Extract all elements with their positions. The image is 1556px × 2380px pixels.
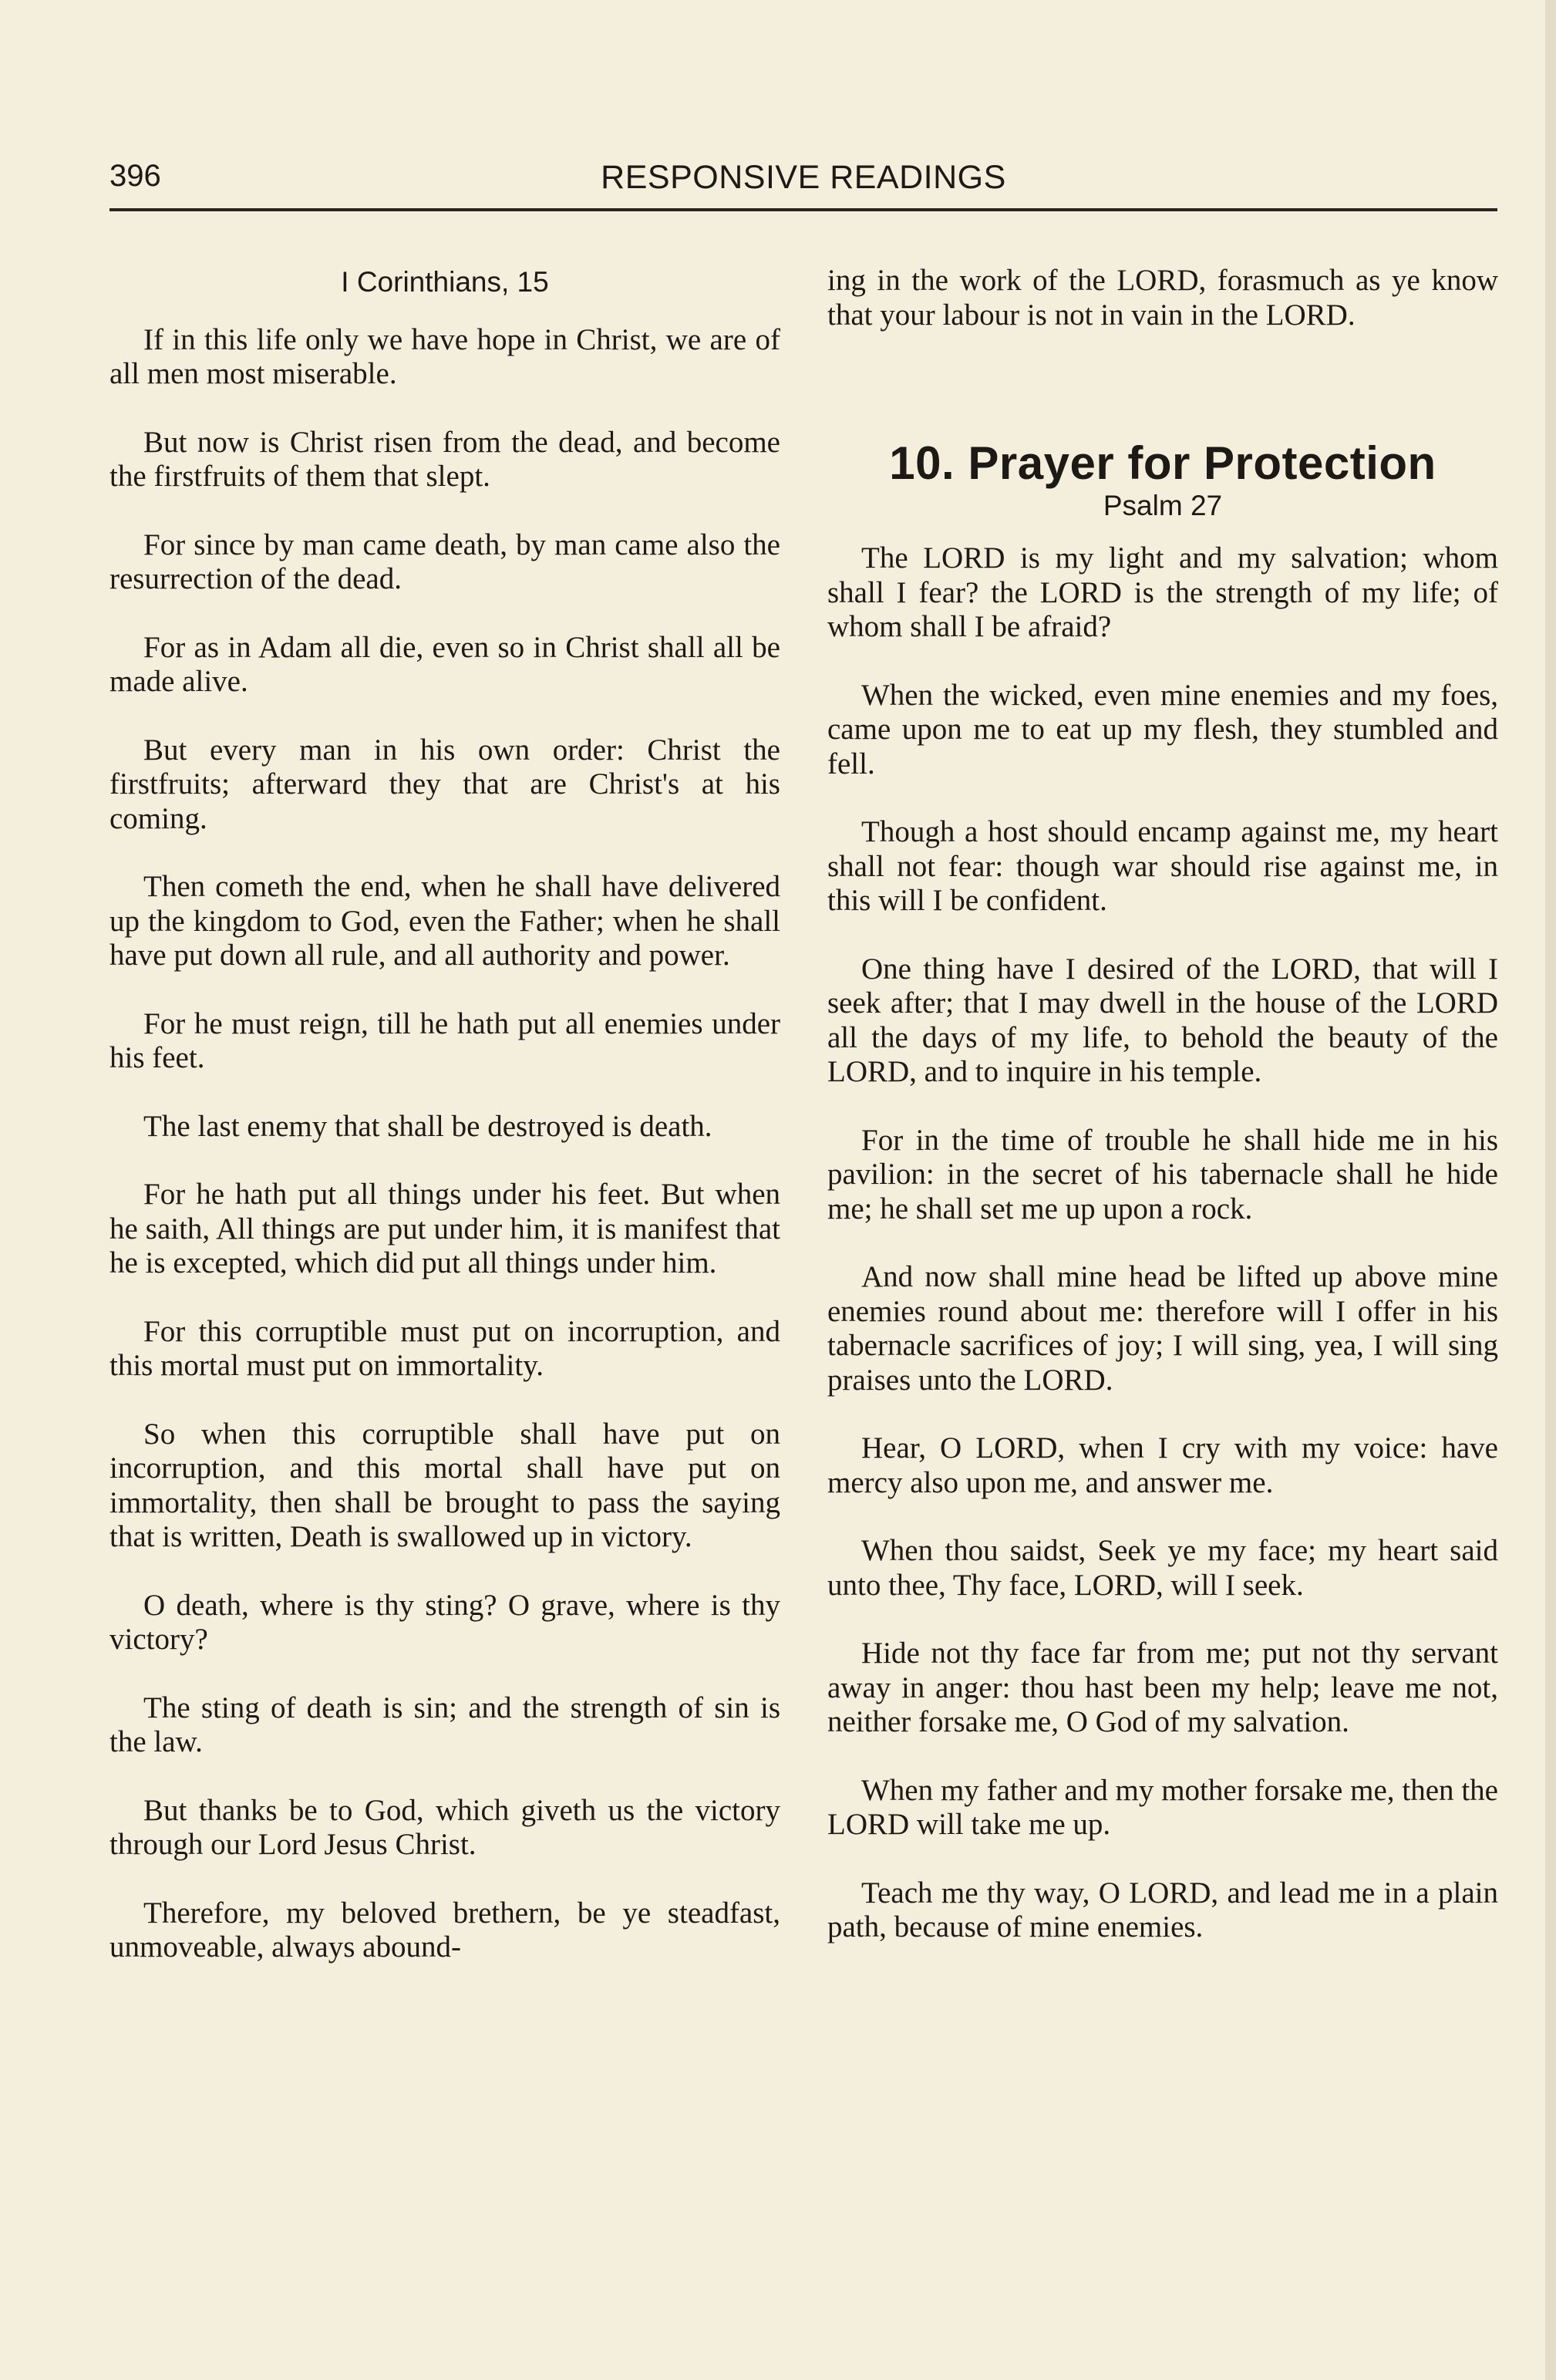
page-edge	[1545, 0, 1556, 2380]
verse: For in the time of trouble he shall hide me in his pavilion: in the secret of his tabernacle shall he hide me; he shall set me up upon a rock.	[827, 1123, 1498, 1225]
page-header	[109, 151, 1497, 201]
verse: But every man in his own order: Christ the firstfruits; afterward they that are Christ's at his coming.	[109, 733, 780, 835]
verse: And now shall mine head be lifted up above mine enemies round about me: therefore will I offer in his tabernacle sacrifices of joy; I will sing, yea, I will sing praises unto the LORD.	[827, 1260, 1498, 1397]
verse: Therefore, my beloved brethern, be ye steadfast, unmoveable, always abound-	[109, 1896, 780, 1964]
verse: For he must reign, till he hath put all enemies under his feet.	[109, 1006, 780, 1074]
verse: For he hath put all things under his feet. But when he saith, All things are put under him, it is manifest that he is excepted, which did put all things under him.	[109, 1178, 780, 1279]
verse: The LORD is my light and my salvation; whom shall I fear? the LORD is the strength of my life; of whom shall I be afraid?	[827, 541, 1498, 643]
running-head: RESPONSIVE READINGS	[601, 159, 1006, 196]
scripture-reference: Psalm 27	[1103, 489, 1223, 521]
verse: If in this life only we have hope in Christ, we are of all men most miserable.	[109, 322, 780, 390]
verse: Though a host should encamp against me, my heart shall not fear: though war should rise against me, in this will I be confident.	[827, 815, 1498, 917]
scripture-reference: I Corinthians, 15	[341, 266, 549, 298]
verse: O death, where is thy sting? O grave, where is thy victory?	[109, 1588, 780, 1656]
verse: The last enemy that shall be destroyed is death.	[143, 1109, 712, 1143]
verse: The sting of death is sin; and the strength of sin is the law.	[109, 1691, 780, 1758]
verse: For since by man came death, by man came also the resurrection of the dead.	[109, 528, 780, 595]
verse: Then cometh the end, when he shall have delivered up the kingdom to God, even the Father; when he shall have put down all rule, and all authority and power.	[109, 870, 780, 972]
verse: For as in Adam all die, even so in Christ shall all be made alive.	[109, 630, 780, 698]
page-number: 396	[109, 159, 161, 193]
verse: When thou saidst, Seek ye my face; my heart said unto thee, Thy face, LORD, will I seek.	[827, 1534, 1498, 1602]
verse: But thanks be to God, which giveth us the victory through our Lord Jesus Christ.	[109, 1793, 780, 1861]
verse: For this corruptible must put on incorruption, and this mortal must put on immortality.	[109, 1314, 780, 1382]
verse: Hear, O LORD, when I cry with my voice: have mercy also upon me, and answer me.	[827, 1431, 1498, 1499]
verse: One thing have I desired of the LORD, that will I seek after; that I may dwell in the house of the LORD all the days of my life, to behold the beauty of the LORD, and to inquire in his temple.	[827, 952, 1498, 1088]
left-column	[109, 262, 780, 1999]
verse: So when this corruptible shall have put on incorruption, and this mortal shall have put on immortality, then shall be brought to pass the saying that is written, Death is swallowed up in victory.	[109, 1417, 780, 1553]
verse: Teach me thy way, O LORD, and lead me in a plain path, because of mine enemies.	[827, 1876, 1498, 1943]
header-rule	[109, 208, 1497, 211]
verse: When my father and my mother forsake me, then the LORD will take me up.	[827, 1773, 1498, 1841]
verse-continuation: ing in the work of the LORD, forasmuch as ye know that your labour is not in vain in the LORD.	[827, 264, 1498, 332]
verse: When the wicked, even mine enemies and my foes, came upon me to eat up my flesh, they stumbled and fell.	[827, 678, 1498, 780]
verse: Hide not thy face far from me; put not thy servant away in anger: thou hast been my help; leave me not, neither forsake me, O God of my salvation.	[827, 1637, 1498, 1738]
section-title: 10. Prayer for Protection	[889, 437, 1436, 489]
verse: But now is Christ risen from the dead, and become the firstfruits of them that slept.	[109, 425, 780, 493]
right-column	[827, 264, 1498, 1979]
